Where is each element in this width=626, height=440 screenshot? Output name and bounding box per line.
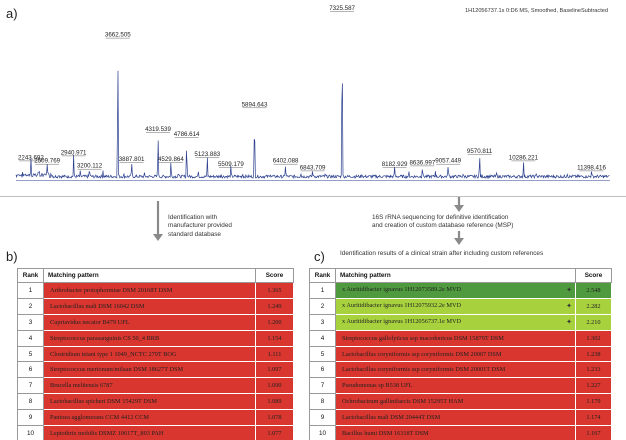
matching-pattern-text: Lactobacillus coryniformis ssp coryniformis DSM 20001T DSM bbox=[342, 366, 506, 374]
matching-pattern-text: x Auritidibacter ignavus 1H12075932.2e MVD bbox=[342, 302, 462, 310]
peak-label: 9570.811 bbox=[466, 147, 493, 155]
pin-icon: ✦ bbox=[566, 302, 572, 311]
matching-pattern-text: x Auritidibacter ignavus 1H12073589.2e MVD bbox=[342, 286, 462, 294]
matching-pattern-text: Streptococcus merionum/milaan DSM 18627T DSM bbox=[50, 366, 184, 374]
rank-cell: 10 bbox=[310, 426, 336, 440]
matching-pattern-cell bbox=[336, 283, 576, 299]
matching-pattern-cell bbox=[44, 426, 256, 440]
spectrum-title: 1H12056737.1s 0:D6 MS, Smoothed, BaselineSubtracted bbox=[464, 8, 608, 14]
peak-label: 4786.614 bbox=[173, 131, 200, 139]
peak-label: 8636.997 bbox=[409, 159, 436, 167]
matching-pattern-cell bbox=[44, 394, 256, 410]
score-cell: 1.227 bbox=[576, 378, 612, 394]
matching-pattern-text: Arthrobacter protophormiae DSM 20168T DSM bbox=[50, 286, 173, 294]
peak-label: 5509.179 bbox=[217, 161, 244, 168]
table-row bbox=[18, 362, 294, 378]
table-row bbox=[310, 362, 612, 378]
peak-label: 2940.971 bbox=[60, 149, 87, 157]
table-row bbox=[310, 314, 612, 330]
mass-spectrum-chart bbox=[0, 0, 626, 197]
matching-pattern-cell bbox=[44, 346, 256, 362]
score-cell: 1.167 bbox=[576, 426, 612, 440]
flow-text-line: and creation of custom database reference (MSP) bbox=[372, 222, 514, 230]
table-row bbox=[310, 330, 612, 346]
rank-cell: 9 bbox=[310, 410, 336, 426]
matching-pattern-cell bbox=[44, 378, 256, 394]
panel-b-letter: b) bbox=[6, 249, 18, 264]
table-row bbox=[310, 378, 612, 394]
rank-cell: 8 bbox=[310, 394, 336, 410]
score-cell: 1.179 bbox=[576, 394, 612, 410]
score-cell: 1.238 bbox=[576, 346, 612, 362]
header-matching-pattern: Matching pattern bbox=[44, 269, 256, 283]
rank-cell: 5 bbox=[310, 346, 336, 362]
score-cell: 1.365 bbox=[256, 283, 294, 299]
table-row bbox=[310, 426, 612, 440]
peak-label: 7325.587 bbox=[329, 5, 356, 12]
peak-label: 5123.883 bbox=[194, 151, 221, 159]
matching-pattern-cell bbox=[336, 346, 576, 362]
rank-cell: 2 bbox=[18, 298, 44, 314]
matching-pattern-text: Clostridium tetani type 1 1049_NCTC 279T BOG bbox=[50, 350, 177, 358]
peak-label: 6402.088 bbox=[272, 157, 299, 165]
peak-label: 2509.769 bbox=[34, 157, 61, 165]
flow-right-text bbox=[372, 214, 592, 231]
results-table-custom bbox=[309, 268, 612, 440]
flow-left-text bbox=[168, 214, 308, 239]
table-row bbox=[18, 330, 294, 346]
rank-cell: 3 bbox=[18, 314, 44, 330]
peak-label: 3662.505 bbox=[104, 31, 131, 39]
score-cell: 1.302 bbox=[576, 330, 612, 346]
flow-text-line: 16S rRNA sequencing for definitive identification bbox=[372, 214, 509, 221]
flow-text-line: standard database bbox=[168, 230, 221, 238]
panel-a-letter: a) bbox=[6, 6, 18, 21]
peak-label: 2243.692 bbox=[17, 154, 44, 162]
matching-pattern-cell bbox=[336, 330, 576, 346]
header-score: Score bbox=[256, 269, 294, 283]
table-row bbox=[18, 410, 294, 426]
peak-label: 5894.643 bbox=[241, 101, 268, 109]
score-cell: 1.089 bbox=[256, 394, 294, 410]
peak-label: 8182.929 bbox=[381, 161, 408, 168]
matching-pattern-cell bbox=[336, 426, 576, 440]
table-row bbox=[310, 283, 612, 299]
score-cell: 1.097 bbox=[256, 362, 294, 378]
matching-pattern-text: Brucella melitensis 6787 bbox=[50, 382, 113, 390]
rank-cell: 2 bbox=[310, 298, 336, 314]
table-row bbox=[18, 346, 294, 362]
table-row bbox=[18, 283, 294, 299]
header-score: Score bbox=[576, 269, 612, 283]
peak-label: 3200.112 bbox=[76, 162, 103, 170]
rank-cell: 9 bbox=[18, 410, 44, 426]
score-cell: 1.154 bbox=[256, 330, 294, 346]
flow-text-line: manufacturer provided bbox=[168, 222, 232, 230]
score-cell: 2.548 bbox=[576, 283, 612, 299]
arrow-left-head bbox=[153, 234, 163, 241]
peak-label: 4319.539 bbox=[145, 126, 171, 134]
rank-cell: 4 bbox=[18, 330, 44, 346]
peak-label: 9057.449 bbox=[435, 157, 462, 165]
table-c-caption: Identification results of a clinical strain after including custom references bbox=[340, 250, 544, 257]
matching-pattern-cell bbox=[44, 283, 256, 299]
pin-icon: ✦ bbox=[566, 286, 572, 295]
matching-pattern-text: Bacillus humi DSM 16318T DSM bbox=[342, 429, 429, 437]
table-row bbox=[310, 298, 612, 314]
peak-label: 10286.221 bbox=[508, 154, 539, 162]
arrow-right-lower-head bbox=[454, 238, 464, 245]
matching-pattern-cell bbox=[336, 410, 576, 426]
matching-pattern-cell bbox=[44, 298, 256, 314]
rank-cell: 4 bbox=[310, 330, 336, 346]
score-cell: 1.111 bbox=[256, 346, 294, 362]
table-row bbox=[18, 378, 294, 394]
rank-cell: 7 bbox=[18, 378, 44, 394]
matching-pattern-text: Cupriavidus necator B479 UFL bbox=[50, 318, 130, 326]
rank-cell: 1 bbox=[310, 283, 336, 299]
pin-icon: ✦ bbox=[566, 318, 572, 327]
header-rank: Rank bbox=[18, 269, 44, 283]
matching-pattern-text: x Auritidibacter ignavus 1H12056737.1e MVD bbox=[342, 318, 462, 326]
peak-label: 6843.709 bbox=[299, 164, 326, 172]
matching-pattern-text: Lactobacillus coryniformis ssp coryniformis DSM 20007 DSM bbox=[342, 350, 502, 358]
matching-pattern-text: Streptococcus gallolyticus ssp macedonicus DSM 15879T DSM bbox=[342, 334, 504, 342]
matching-pattern-cell bbox=[44, 362, 256, 378]
table-row bbox=[18, 426, 294, 440]
rank-cell: 10 bbox=[18, 426, 44, 440]
matching-pattern-cell bbox=[336, 314, 576, 330]
score-cell: 1.174 bbox=[576, 410, 612, 426]
score-cell: 1.233 bbox=[576, 362, 612, 378]
matching-pattern-cell bbox=[44, 410, 256, 426]
table-row bbox=[310, 410, 612, 426]
matching-pattern-cell bbox=[336, 378, 576, 394]
results-table-standard bbox=[17, 268, 294, 440]
score-cell: 1.077 bbox=[256, 426, 294, 440]
flow-text-line: Identification with bbox=[168, 214, 218, 221]
matching-pattern-text: Lactobacillus mali DSM 16042 DSM bbox=[50, 302, 145, 310]
panel-c-letter: c) bbox=[314, 249, 325, 264]
rank-cell: 5 bbox=[18, 346, 44, 362]
score-cell: 1.200 bbox=[256, 314, 294, 330]
rank-cell: 8 bbox=[18, 394, 44, 410]
table-row bbox=[18, 314, 294, 330]
rank-cell: 6 bbox=[310, 362, 336, 378]
peak-label: 4529.864 bbox=[157, 156, 184, 164]
header-rank: Rank bbox=[310, 269, 336, 283]
matching-pattern-cell bbox=[44, 330, 256, 346]
table-row bbox=[310, 394, 612, 410]
table-row bbox=[18, 394, 294, 410]
matching-pattern-text: Lactobacillus mali DSM 20444T DSM bbox=[342, 414, 441, 422]
matching-pattern-text: Streptococcus parasanguinis CS 50_4 BRB bbox=[50, 334, 160, 342]
score-cell: 2.282 bbox=[576, 298, 612, 314]
matching-pattern-cell bbox=[336, 362, 576, 378]
spectrum-panel bbox=[0, 0, 626, 197]
table-row bbox=[310, 346, 612, 362]
matching-pattern-text: Pantoea agglomerans CCM 4412 CCM bbox=[50, 414, 149, 422]
arrow-right-upper-head bbox=[454, 205, 464, 212]
peak-label: 11398.416 bbox=[577, 164, 606, 172]
rank-cell: 1 bbox=[18, 283, 44, 299]
table-row bbox=[18, 298, 294, 314]
matching-pattern-text: Pseudomonas sp B538 UFL bbox=[342, 382, 413, 390]
score-cell: 1.249 bbox=[256, 298, 294, 314]
score-cell: 2.210 bbox=[576, 314, 612, 330]
score-cell: 1.078 bbox=[256, 410, 294, 426]
matching-pattern-cell bbox=[44, 314, 256, 330]
rank-cell: 7 bbox=[310, 378, 336, 394]
matching-pattern-text: Leptothrix mobilis DSMZ 10617T_803 PAH bbox=[50, 429, 164, 437]
rank-cell: 6 bbox=[18, 362, 44, 378]
matching-pattern-text: Ochrobactrum gallinifaecis DSM 15295T HAM bbox=[342, 398, 464, 406]
peak-label: 3887.801 bbox=[118, 156, 145, 164]
matching-pattern-cell bbox=[336, 394, 576, 410]
spectrum-line bbox=[16, 71, 609, 178]
matching-pattern-text: Lactobacillus spicheri DSM 15429T DSM bbox=[50, 398, 157, 406]
score-cell: 1.090 bbox=[256, 378, 294, 394]
header-matching-pattern: Matching pattern bbox=[336, 269, 576, 283]
rank-cell: 3 bbox=[310, 314, 336, 330]
matching-pattern-cell bbox=[336, 298, 576, 314]
